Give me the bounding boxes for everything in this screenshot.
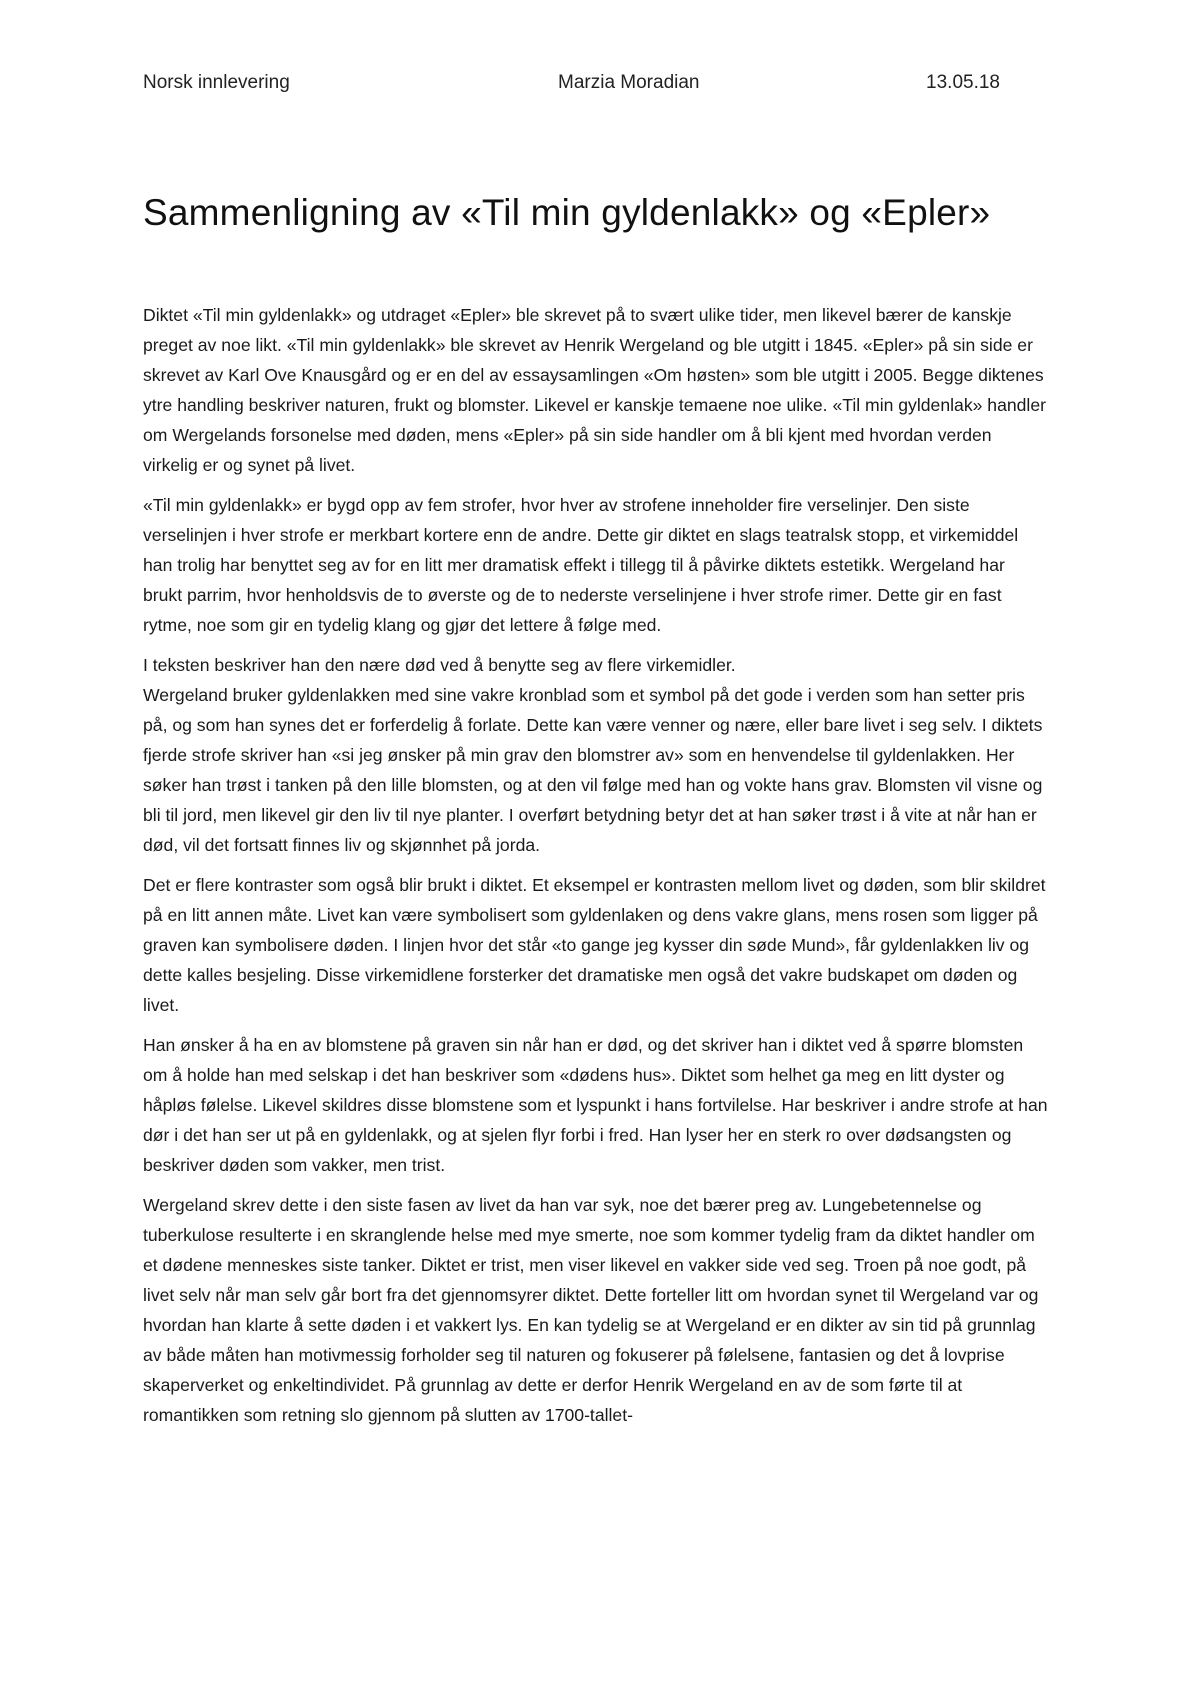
header-date: 13.05.18 — [926, 72, 1000, 93]
paragraph-devices-intro: I teksten beskriver han den nære død ved å benytte seg av flere virkemidler. — [143, 655, 736, 675]
document-title: Sammenligning av «Til min gyldenlakk» og «Epler» — [143, 192, 991, 233]
header-subject: Norsk innlevering — [143, 72, 290, 93]
paragraph-contrasts: Det er flere kontraster som også blir brukt i diktet. Et eksempel er kontrasten mellom livet og døden, som blir skildret på en litt annen måte. Livet kan være symbolisert som gyldenlaken og dens vakre glans, mens rosen som ligger på graven kan symbolisere døden. I linjen hvor det står «to gange jeg kysser din søde Mund», får gyldenlakken liv og dette kalles besjeling. Disse virkemidlene forsterker det dramatiske men også det vakre budskapet om døden og livet. — [143, 875, 1046, 1015]
paragraph-context: Wergeland skrev dette i den siste fasen av livet da han var syk, noe det bærer preg av. Lungebetennelse og tuberkulose resulterte i en skranglende helse med mye smerte, noe som kommer tydelig fram da diktet handler om et dødene menneskes siste tanker. Diktet er trist, men viser likevel en vakker side ved seg. Troen på noe godt, på livet selv når man selv går bort fra det gjennomsyrer diktet. Dette forteller litt om hvordan synet til Wergeland var og hvordan han klarte å sette døden i et vakkert lys. En kan tydelig se at Wergeland er en dikter av sin tid på grunnlag av både måten han motivmessig forholder seg til naturen og fokuserer på følelsene, fantasien og det å lovprise skaperverket og enkeltindividet. På grunnlag av dette er derfor Henrik Wergeland en av de som førte til at romantikken som retning slo gjennom på slutten av 1700-tallet- — [143, 1195, 1039, 1425]
header-author: Marzia Moradian — [558, 72, 700, 93]
document-body — [143, 300, 1048, 1440]
paragraph-intro: Diktet «Til min gyldenlakk» og utdraget «Epler» ble skrevet på to svært ulike tider, men likevel bærer de kanskje preget av noe likt. «Til min gyldenlakk» ble skrevet av Henrik Wergeland og ble utgitt i 1845. «Epler» på sin side er skrevet av Karl Ove Knausgård og er en del av essaysamlingen «Om høsten» som ble utgitt i 2005. Begge diktenes ytre handling beskriver naturen, frukt og blomster. Likevel er kanskje temaene noe ulike. «Til min gyldenlak» handler om Wergelands forsonelse med døden, mens «Epler» på sin side handler om å bli kjent med hvordan verden virkelig er og synet på livet. — [143, 305, 1046, 475]
page-header — [143, 72, 1000, 102]
paragraph-grave: Han ønsker å ha en av blomstene på graven sin når han er død, og det skriver han i diktet ved å spørre blomsten om å holde han med selskap i det han beskriver som «dødens hus». Diktet som helhet ga meg en litt dyster og håpløs følelse. Likevel skildres disse blomstene som et lyspunkt i hans fortvilelse. Har beskriver i andre strofe at han dør i det han ser ut på en gyldenlakk, og at sjelen flyr forbi i fred. Han lyser her en sterk ro over dødsangsten og beskriver døden som vakker, men trist. — [143, 1035, 1048, 1175]
paragraph-symbolism: Wergeland bruker gyldenlakken med sine vakre kronblad som et symbol på det gode i verden som han setter pris på, og som han synes det er forferdelig å forlate. Dette kan være venner og nære, eller bare livet i seg selv. I diktets fjerde strofe skriver han «si jeg ønsker på min grav den blomstrer av» som en henvendelse til gyldenlakken. Her søker han trøst i tanken på den lille blomsten, og at den vil følge med han og vokte hans grav. Blomsten vil visne og bli til jord, men likevel gir den liv til nye planter. I overført betydning betyr det at han søker trøst i å vite at når han er død, vil det fortsatt finnes liv og skjønnhet på jorda. — [143, 685, 1043, 855]
paragraph-structure: «Til min gyldenlakk» er bygd opp av fem strofer, hvor hver av strofene inneholder fire verselinjer. Den siste verselinjen i hver strofe er merkbart kortere enn de andre. Dette gir diktet en slags teatralsk stopp, et virkemiddel han trolig har benyttet seg av for en litt mer dramatisk effekt i tillegg til å påvirke diktets estetikk. Wergeland har brukt parrim, hvor henholdsvis de to øverste og de to nederste verselinjene i hver strofe rimer. Dette gir en fast rytme, noe som gir en tydelig klang og gjør det lettere å følge med. — [143, 495, 1019, 635]
